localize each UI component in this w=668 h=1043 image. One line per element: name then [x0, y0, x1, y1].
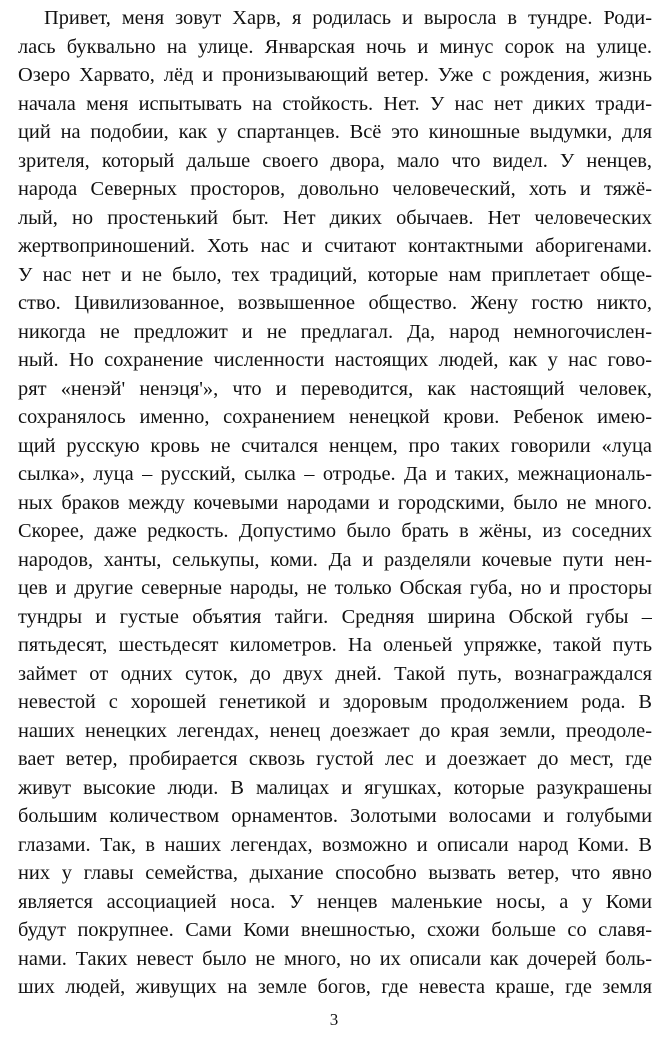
text-line: Озеро Харвато, лёд и пронизывающий ветер. Уже с рождения, жизнь — [18, 64, 652, 86]
text-line: ных браков между кочевыми народами и городскими, было не много. — [18, 491, 652, 514]
text-line: зрителя, который дальше своего двора, мало что видел. У ненцев, — [18, 149, 652, 172]
text-line: них у главы семейства, дыхание способно вызвать ветер, что явно — [18, 862, 652, 884]
text-line: будут покрупнее. Сами Коми внешностью, схожи больше со славя- — [18, 919, 652, 941]
text-line: тундры и густые объятия тайги. Средняя ширина Обской губы – — [18, 605, 652, 628]
text-line: вает ветер, пробирается сквозь густой лес и доезжает до мест, где — [18, 748, 652, 770]
text-line: щий русскую кровь не считался ненцем, про таких говорили «луца — [18, 434, 652, 457]
page-number: 3 — [329, 1010, 339, 1029]
text-line: ный. Но сохранение численности настоящих людей, как у нас гово- — [18, 349, 652, 371]
text-line: никогда не предложит и не предлагал. Да, народ немногочислен- — [18, 320, 652, 343]
text-line: сохранялось именно, сохранением ненецкой крови. Ребенок имею- — [18, 406, 652, 428]
text-line: является ассоциацией носа. У ненцев маленькие носы, а у Коми — [18, 890, 652, 913]
text-line: нами. Таких невест было не много, но их описали как дочерей боль- — [18, 947, 652, 970]
text-line: большим количеством орнаментов. Золотыми волосами и голубыми — [18, 805, 652, 827]
text-line: ций на подобии, как у спартанцев. Всё это киношные выдумки, для — [18, 121, 652, 143]
text-line: Скорее, даже редкость. Допустимо было брать в жёны, из соседних — [18, 520, 652, 542]
text-line: цев и другие северные народы, не только Обская губа, но и просторы — [18, 577, 652, 599]
text-line: народов, ханты, селькупы, коми. Да и разделяли кочевые пути нен- — [18, 548, 652, 571]
text-line: рят «ненэй' ненэця'», что и переводится, как настоящий человек, — [18, 377, 652, 400]
text-line: Привет, меня зовут Харв, я родилась и выросла в тундре. Роди- — [44, 7, 652, 29]
text-line: жертвоприношений. Хоть нас и считают контактными аборигенами. — [18, 235, 652, 257]
text-line: наших ненецких легендах, ненец доезжает до края земли, преодоле- — [18, 719, 652, 742]
body-text — [18, 4, 652, 1002]
text-line: глазами. Так, в наших легендах, возможно и описали народ Коми. В — [18, 833, 652, 856]
text-line: начала меня испытывать на стойкость. Нет. У нас нет диких тради- — [18, 92, 652, 115]
text-line: ство. Цивилизованное, возвышенное общество. Жену гостю никто, — [18, 292, 652, 314]
text-line: займет от одних суток, до двух дней. Такой путь, вознаграждался — [18, 662, 652, 685]
text-line: невестой с хорошей генетикой и здоровым продолжением рода. В — [18, 691, 652, 713]
text-line: сылка», луца – русский, сылка – отродье. Да и таких, межнациональ- — [18, 463, 652, 485]
text-line: пятьдесят, шестьдесят километров. На оленьей упряжке, такой путь — [18, 634, 652, 656]
text-line: народа Северных просторов, довольно человеческий, хоть и тяжё- — [18, 178, 652, 200]
text-line: лый, но простенький быт. Нет диких обычаев. Нет человеческих — [18, 206, 652, 229]
text-line: живут высокие люди. В малицах и ягушках, которые разукрашены — [18, 776, 652, 799]
text-line: ших людей, живущих на земле богов, где невеста краше, где земля — [18, 976, 652, 998]
text-line: лась буквально на улице. Январская ночь и минус сорок на улице. — [18, 35, 652, 58]
text-line: У нас нет и не было, тех традиций, которые нам приплетает обще- — [18, 263, 652, 286]
